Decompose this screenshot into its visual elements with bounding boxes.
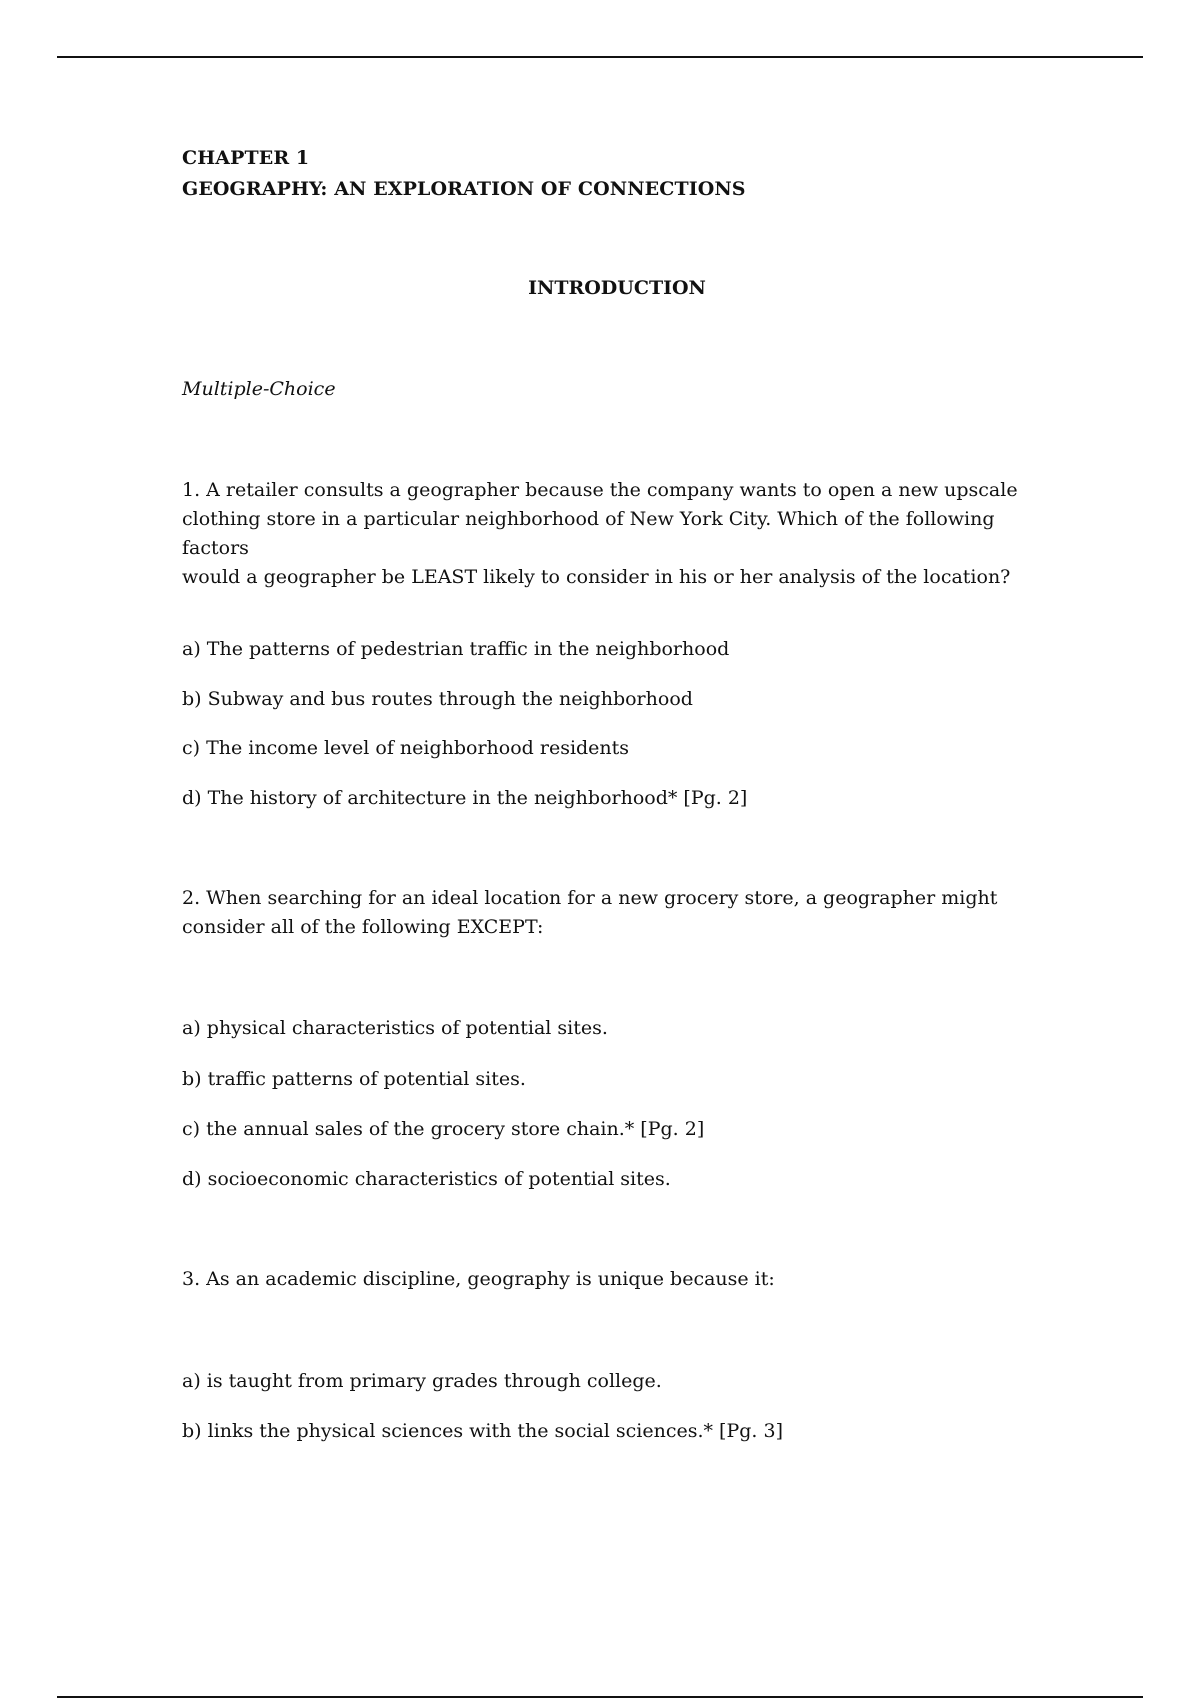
- question-3-option-b: b) links the physical sciences with the social sciences.* [Pg. 3]: [182, 1420, 783, 1442]
- question-1-option-d: d) The history of architecture in the neighborhood* [Pg. 2]: [182, 787, 748, 809]
- question-2-text: 2. When searching for an ideal location for a new grocery store, a geographer might consider all of the following EXCEPT:: [182, 887, 998, 938]
- question-1-text: 1. A retailer consults a geographer because the company wants to open a new upscale clothing store in a particular neighborhood of New York City. Which of the following factors would a geographer be LEAST likely to consider in his or her analysis of the location?: [182, 479, 1018, 588]
- question-3-text: 3. As an academic discipline, geography is unique because it:: [182, 1268, 775, 1290]
- top-rule: [57, 56, 1143, 58]
- bottom-rule: [57, 1696, 1143, 1698]
- question-1-option-a: a) The patterns of pedestrian traffic in the neighborhood: [182, 638, 730, 660]
- question-2-option-d: d) socioeconomic characteristics of potential sites.: [182, 1168, 671, 1190]
- question-2-option-b: b) traffic patterns of potential sites.: [182, 1068, 526, 1090]
- section-type-label: Multiple-Choice: [182, 378, 336, 400]
- question-1-option-b: b) Subway and bus routes through the neighborhood: [182, 688, 693, 710]
- question-2-option-c: c) the annual sales of the grocery store chain.* [Pg. 2]: [182, 1118, 705, 1140]
- question-1-option-c: c) The income level of neighborhood residents: [182, 737, 630, 759]
- chapter-title: GEOGRAPHY: AN EXPLORATION OF CONNECTIONS: [182, 178, 746, 200]
- section-title: INTRODUCTION: [528, 277, 706, 299]
- chapter-number: CHAPTER 1: [182, 147, 310, 169]
- question-3-option-a: a) is taught from primary grades through college.: [182, 1370, 662, 1392]
- question-2-option-a: a) physical characteristics of potential sites.: [182, 1017, 608, 1039]
